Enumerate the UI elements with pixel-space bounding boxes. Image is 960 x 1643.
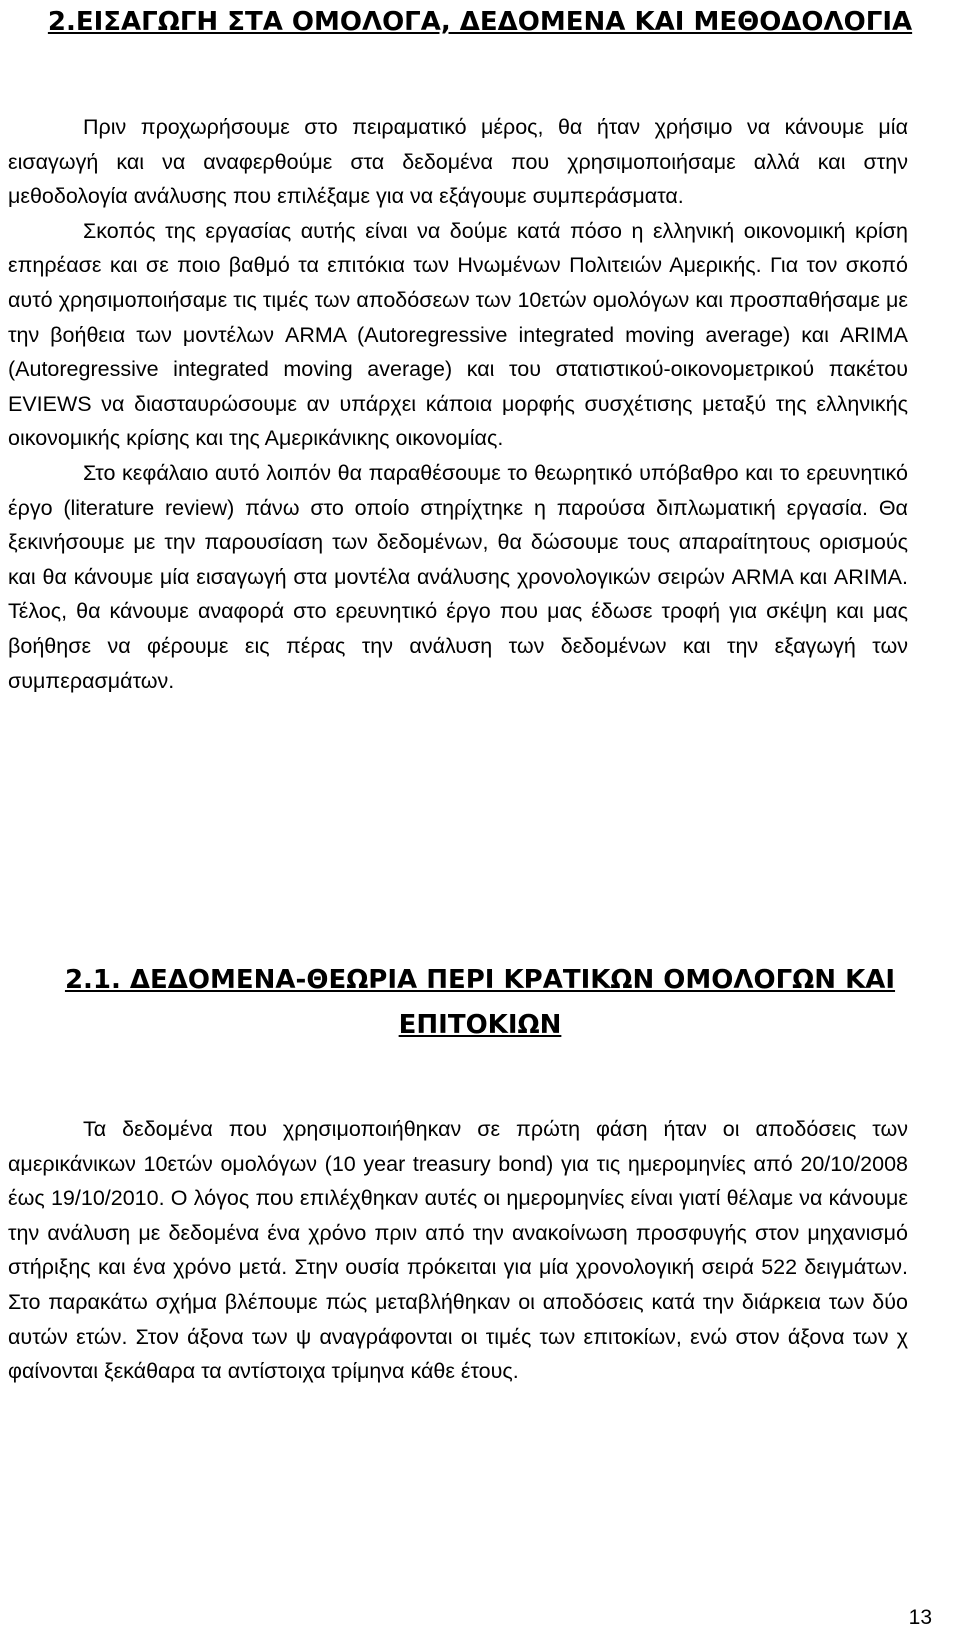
subsection-heading: 2.1. ΔΕΔΟΜΕΝΑ-ΘΕΩΡΙΑ ΠΕΡΙ ΚΡΑΤΙΚΩΝ ΟΜΟΛΟΓΩΝ ΚΑΙ ΕΠΙΤΟΚΙΩΝ — [64, 965, 896, 1040]
section-heading: 2.ΕΙΣΑΓΩΓΗ ΣΤΑ ΟΜΟΛΟΓΑ, ΔΕΔΟΜΕΝΑ ΚΑΙ ΜΕΘΟΔΟΛΟΓΙΑ — [47, 7, 913, 37]
page-number: 13 — [908, 1606, 932, 1629]
paragraph: Πριν προχωρήσουμε στο πειραματικό μέρος, θα ήταν χρήσιμο να κάνουμε μία εισαγωγή και να αναφερθούμε στα δεδομένα που χρησιμοποιήσαμε αλλά και στην μεθοδολογία ανάλυσης που επιλέξαμε για να εξάγουμε συμπεράσματα. — [8, 115, 908, 209]
data-text — [8, 1112, 908, 1389]
paragraph: Σκοπός της εργασίας αυτής είναι να δούμε κατά πόσο η ελληνική οικονομική κρίση επηρέασε και σε ποιο βαθμό τα επιτόκια των Ηνωμένων Πολιτειών Αμερικής. Για τον σκοπό αυτό χρησιμοποιήσαμε τις τιμές των αποδόσεων των 10ετών ομολόγων και προσπαθήσαμε με την βοήθεια των μοντέλων ARMA (Autoregressive integrated moving average) και ARIMA (Autoregressive integrated moving average) και του στατιστικού-οικονομετρικού πακέτου EVIEWS να διασταυρώσουμε αν υπάρχει κάποια μορφής συσχέτισης μεταξύ της ελληνικής οικονομικής κρίσης και της Αμερικάνικης οικονομίας. — [8, 218, 908, 451]
paragraph: Τα δεδομένα που χρησιμοποιήθηκαν σε πρώτη φάση ήταν οι αποδόσεις των αμερικάνικων 10ετών ομολόγων (10 year treasury bond) για τις ημερομηνίες από 20/10/2008 έως 19/10/2010. Ο λόγος που επιλέχθηκαν αυτές οι ημερομηνίες είναι γιατί θέλαμε να κάνουμε την ανάλυση με δεδομένα ένα χρόνο πριν από την ανακοίνωση προσφυγής στον μηχανισμό στήριξης και ένα χρόνο μετά. Στην ουσία πρόκειται για μία χρονολογική σειρά 522 δειγμάτων. Στο παρακάτω σχήμα βλέπουμε πώς μεταβλήθηκαν οι αποδόσεις κατά την διάρκεια των δύο αυτών ετών. Στον άξονα των ψ αναγράφονται οι τιμές των επιτοκίων, ενώ στον άξονα των χ φαίνονται ξεκάθαρα τα αντίστοιχα τρίμηνα κάθε έτους. — [8, 1117, 908, 1384]
paragraph: Στο κεφάλαιο αυτό λοιπόν θα παραθέσουμε το θεωρητικό υπόβαθρο και το ερευνητικό έργο (literature review) πάνω στο οποίο στηρίχτηκε η παρούσα διπλωματική εργασία. Θα ξεκινήσουμε με την παρουσίαση των δεδομένων, θα δώσουμε τους απαραίτητους ορισμούς και θα κάνουμε μία εισαγωγή στα μοντέλα ανάλυσης χρονολογικών σειρών ARMA και ARIMA. Τέλος, θα κάνουμε αναφορά στο ερευνητικό έργο που μας έδωσε τροφή για σκέψη και μας βοήθησε να φέρουμε εις πέρας την ανάλυση των δεδομένων και την εξαγωγή των συμπερασμάτων. — [8, 460, 908, 693]
intro-text — [8, 110, 908, 698]
